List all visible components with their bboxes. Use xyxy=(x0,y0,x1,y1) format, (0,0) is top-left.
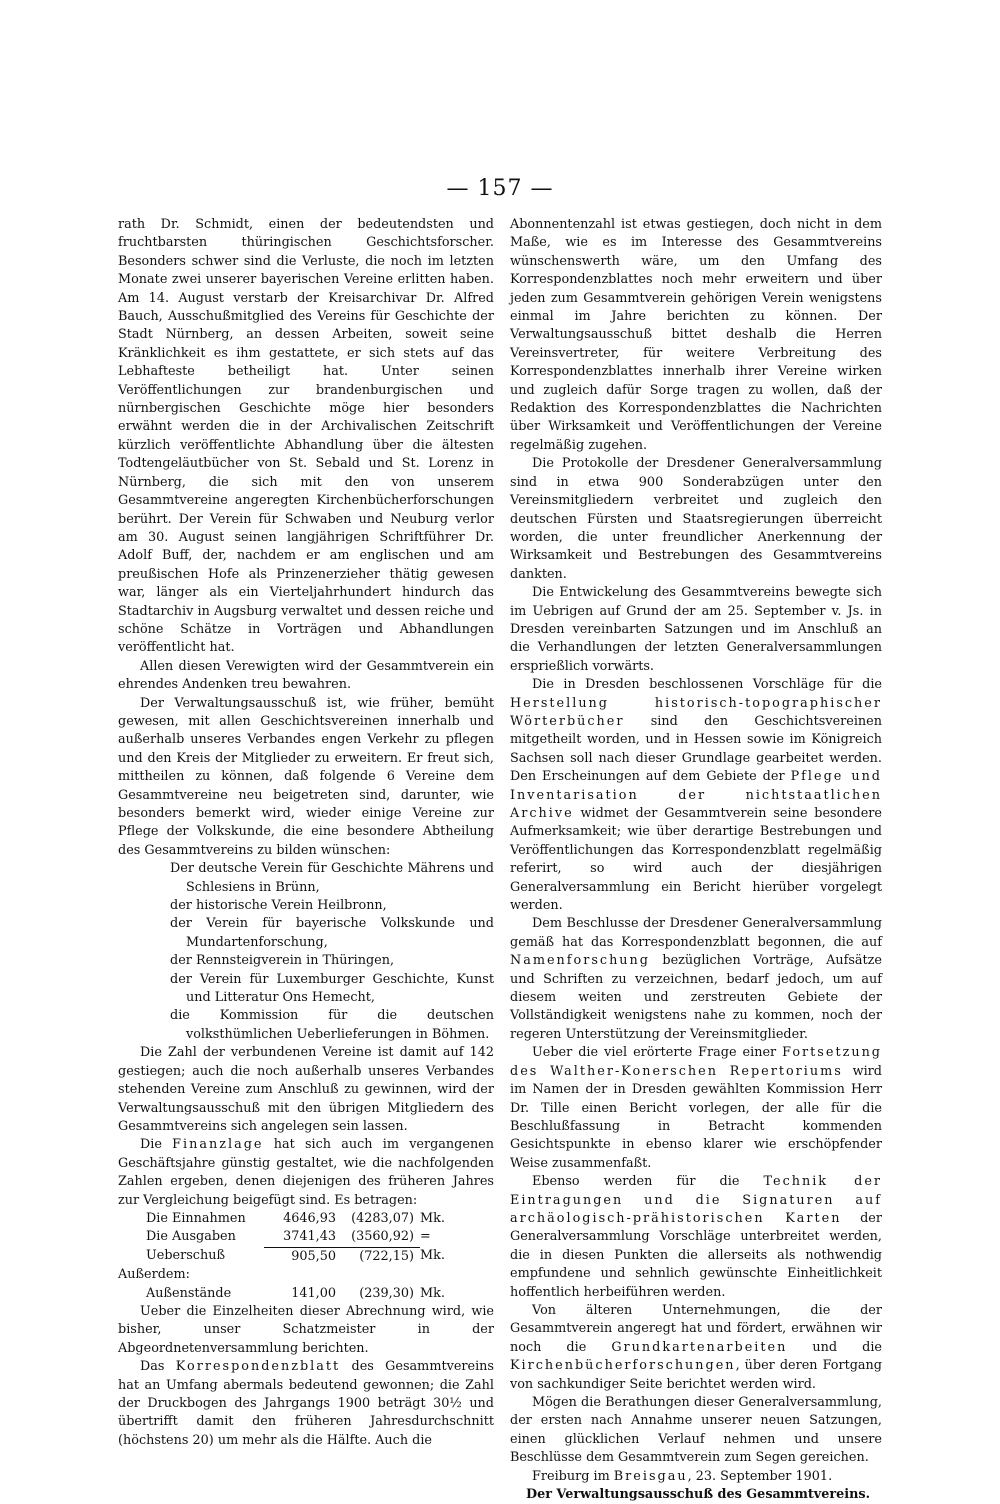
right-column xyxy=(510,216,882,1504)
list-item-text: der Verein für Luxemburger Geschichte, Kunst und Litteratur Ons Hemecht, xyxy=(170,971,494,1006)
table-row xyxy=(118,1266,454,1284)
new-members-list xyxy=(118,860,494,1044)
emphasis-text: Finanzlage xyxy=(172,1137,264,1153)
list-item-text: der Verein für bayerische Volkskunde und Mundartenforschung, xyxy=(170,916,494,950)
finance-value: 4646,93 xyxy=(283,1210,336,1226)
finance-label: Außenstände xyxy=(146,1285,232,1301)
paragraph: Die Zahl der verbundenen Vereine ist damit auf 142 gestiegen; auch die noch außerhalb unseres Verbandes stehenden Vereine zum Anschluß zu gewinnen, wird der Verwaltungsausschuß mit den übrigen Mitgliedern des Gesammtvereins sich angelegen sein lassen. xyxy=(118,1045,494,1134)
text-run: Die in Dresden beschlossenen Vorschläge für die xyxy=(532,677,882,693)
text-run: widmet der Gesammtverein seine besondere Aufmerksamkeit; wie über derartige Bestrebungen und Veröffentlichungen das Korrespondenzblatt regelmäßig referirt, so wird auch der diesjährigen Generalversammlung ein Bericht hierüber vorgelegt werden. xyxy=(510,806,882,914)
place-date xyxy=(510,1468,882,1486)
list-item xyxy=(170,897,494,915)
finance-prev-value: (722,15) xyxy=(359,1248,414,1264)
emphasis-text: Namenforschung xyxy=(510,953,650,969)
finance-label: Außerdem: xyxy=(118,1267,190,1283)
finance-unit: = xyxy=(420,1229,431,1245)
paragraph: Abonnentenzahl ist etwas gestiegen, doch nicht in dem Maße, wie es im Interesse des Gesammtvereins wünschenswerth wäre, um den Umfang des Korrespondenzblattes noch mehr erweitern und über jeden zum Gesammtverein gehörigen Verein wenigstens einmal im Jahre berichten zu können. Der Verwaltungsausschuß bittet deshalb die Herren Vereinsvertreter, für weitere Verbreitung des Korrespondenzblattes innerhalb ihrer Vereine wirken und zugleich dafür Sorge tragen zu wollen, daß der Redaktion des Korrespondenzblattes die Nachrichten über Wirksamkeit und Veröffentlichungen der Vereine regelmäßig zugehen. xyxy=(510,217,882,453)
text-run: Das xyxy=(140,1359,176,1375)
paragraph xyxy=(510,676,882,915)
text-run: Freiburg im xyxy=(532,1468,614,1484)
table-row xyxy=(118,1228,454,1247)
emphasis-text: Breisgau xyxy=(613,1468,688,1484)
paragraph: Mögen die Berathungen dieser Generalversammlung, der ersten nach Annahme unserer neuen Satzungen, einen glücklichen Verlauf nehmen und unsere Beschlüsse dem Gesammtverein zum Segen gereichen. xyxy=(510,1395,882,1466)
text-run: bezüglichen Vorträge, Aufsätze und Schriften zu verzeichnen, bedarf jedoch, um auf diesem weiten und zerstreuten Gebiete der Vollständigkeit wenigstens nahe zu kommen, noch der regeren Unterstützung der Vereinsmitglieder. xyxy=(510,953,882,1042)
signature: Der Verwaltungsausschuß des Gesammtvereins. xyxy=(526,1487,871,1503)
finance-unit: Mk. xyxy=(420,1248,445,1264)
paragraph: Der Verwaltungsausschuß ist, wie früher, bemüht gewesen, mit allen Geschichtsvereinen innerhalb und außerhalb unseres Verbandes engen Verkehr zu pflegen und den Kreis der Mitglieder zu erweitern. Er freut sich, mittheilen zu können, daß folgende 6 Vereine dem Gesammtvereine neu beigetreten sind, darunter, wie besonders bemerkt wird, wieder einige Vereine zur Pflege der Volkskunde, die eine besondere Abtheilung des Gesammtvereins zu bilden wünschen: xyxy=(118,695,494,858)
text-run: , 23. September 1901. xyxy=(687,1468,833,1484)
emphasis-text: Grundkartenarbeiten xyxy=(611,1339,788,1355)
paragraph xyxy=(510,1044,882,1173)
table-row xyxy=(118,1210,454,1228)
list-item-text: die Kommission für die deutschen volksthümlichen Ueberlieferungen in Böhmen. xyxy=(170,1008,494,1042)
list-item xyxy=(170,971,494,1008)
list-item xyxy=(170,915,494,952)
list-item xyxy=(170,860,494,897)
emphasis-text: Pflege und Inventarisation der nichtstaatlichen Archive xyxy=(510,769,882,821)
table-row xyxy=(118,1247,454,1266)
text-run: Die xyxy=(140,1137,173,1153)
finance-value: 905,50 xyxy=(291,1248,336,1264)
table-row xyxy=(118,1285,454,1303)
text-run: wird im Namen der in Dresden gewählten Kommission Herr Dr. Tille einen Bericht vorlegen, der alle für die Beschlußfassung in Betracht kommenden Gesichtspunkte in ebenso klarer wie erschöpfender Weise zusammenfaßt. xyxy=(510,1063,882,1171)
paragraph xyxy=(118,1358,494,1450)
emphasis-text: Technik der Eintragungen und die Signaturen auf archäologisch-prähistorischen Karten xyxy=(510,1174,883,1226)
text-run: und die xyxy=(787,1339,882,1355)
text-run: Ueber die viel erörterte Frage einer xyxy=(532,1045,783,1061)
list-item xyxy=(170,952,494,970)
emphasis-text: Korrespondenzblatt xyxy=(175,1359,341,1375)
paragraph: rath Dr. Schmidt, einen der bedeutendsten und fruchtbarsten thüringischen Geschichtsforscher. Besonders schwer sind die Verluste, die noch im letzten Monate zwei unserer bayerischen Vereine erlitten haben. Am 14. August verstarb der Kreisarchivar Dr. Alfred Bauch, Ausschußmitglied des Vereins für Geschichte der Stadt Nürnberg, an dessen Arbeiten, soweit seine Kränklichkeit es ihm gestattete, er sich stets auf das Lebhafteste betheiligt hat. Unter seinen Veröffentlichungen zur brandenburgischen und nürnbergischen Geschichte möge hier besonders erwähnt werden die in der Archivalischen Zeitschrift kürzlich veröffentlichte Abhandlung über die ältesten Todtengeläutbücher von St. Sebald und St. Lorenz in Nürnberg, die sich mit den von unserem Gesammtvereine angeregten Kirchenbücherforschungen berührt. Der Verein für Schwaben und Neuburg verlor am 30. August seinen langjährigen Schriftführer Dr. Adolf Buff, der, nachdem er am englischen und am preußischen Hofe als Prinzenerzieher thätig gewesen war, länger als ein Vierteljahrhundert hindurch das Stadtarchiv in Augsburg verwaltet und dessen reiche und schöne Schätze in Vorträgen und Abhandlungen veröffentlicht hat. xyxy=(118,217,494,656)
finance-table xyxy=(118,1210,454,1303)
emphasis-text: Kirchenbücherforschungen xyxy=(510,1358,736,1374)
text-run: Von älteren Unternehmungen, die der Gesammtverein angeregt hat und fördert, erwähnen wir noch die xyxy=(510,1302,882,1355)
emphasis-text: Herstellung historisch-topographischer Wörterbücher xyxy=(510,695,882,729)
text-run: Dem Beschlusse der Dresdener Generalversammlung gemäß hat das Korrespondenzblatt begonnen, die auf xyxy=(510,916,882,950)
paragraph: Ueber die Einzelheiten dieser Abrechnung wird, wie bisher, unser Schatzmeister in der Abgeordnetenversammlung berichten. xyxy=(118,1303,494,1356)
paragraph: Allen diesen Verewigten wird der Gesammtverein ein ehrendes Andenken treu bewahren. xyxy=(118,658,494,693)
finance-label: Die Ausgaben xyxy=(146,1229,236,1245)
paragraph xyxy=(510,915,882,1044)
page-number: — 157 — xyxy=(446,176,554,201)
finance-value: 141,00 xyxy=(291,1285,336,1301)
finance-prev-value: (239,30) xyxy=(359,1285,414,1301)
finance-label: Ueberschuß xyxy=(146,1248,226,1264)
list-item-text: Der deutsche Verein für Geschichte Mährens und Schlesiens in Brünn, xyxy=(170,861,494,895)
text-run: sind den Geschichtsvereinen mitgetheilt worden, und in Hessen sowie im Königreich Sachsen soll nach dieser Grundlage gearbeitet werden. Den Erscheinungen auf dem Gebiete der xyxy=(510,713,882,785)
text-run: hat sich auch im vergangenen Geschäftsjahre günstig gestaltet, wie die nachfolgenden Zahlen ergeben, denen diejenigen des früheren Jahres zur Vergleichung beigefügt sind. Es betragen: xyxy=(118,1137,494,1208)
text-run: des Gesammtvereins hat an Umfang abermals bedeutend gewonnen; die Zahl der Druckbogen des Jahrgangs 1900 beträgt 30½ und übertrifft damit den früheren Jahresdurchschnitt (höchstens 20) um mehr als die Hälfte. Auch die xyxy=(118,1359,494,1448)
emphasis-text: Fortsetzung des Walther-Konerschen Repertoriums xyxy=(510,1045,882,1079)
finance-prev-value: (3560,92) xyxy=(342,1228,420,1247)
finance-unit: Mk. xyxy=(420,1285,445,1301)
paragraph xyxy=(510,1173,882,1302)
paragraph xyxy=(510,1302,882,1394)
finance-value: 3741,43 xyxy=(264,1228,342,1247)
text-run: , über deren Fortgang von sachkundiger Seite berichtet werden wird. xyxy=(510,1358,882,1392)
paragraph: Die Entwickelung des Gesammtvereins bewegte sich im Uebrigen auf Grund der am 25. September v. Js. in Dresden vereinbarten Satzungen und im Anschluß an die Verhandlungen der letzten Generalversammlungen ersprießlich vorwärts. xyxy=(510,585,882,674)
paragraph xyxy=(118,1136,494,1210)
paragraph: Die Protokolle der Dresdener Generalversammlung sind in etwa 900 Sonderabzügen unter den Vereinsmitgliedern verbreitet und zugleich den deutschen Fürsten und Staatsregierungen überreicht worden, die unter freundlicher Anerkennung der Wirksamkeit und Bestrebungen des Gesammtvereins dankten. xyxy=(510,456,882,582)
list-item-text: der historische Verein Heilbronn, xyxy=(170,898,387,914)
left-column xyxy=(118,216,494,1450)
finance-label: Die Einnahmen xyxy=(146,1210,246,1226)
finance-unit: Mk. xyxy=(420,1210,445,1226)
list-item xyxy=(170,1007,494,1044)
list-item-text: der Rennsteigverein in Thüringen, xyxy=(170,953,395,969)
text-run: Ebenso werden für die xyxy=(532,1174,764,1190)
finance-prev-value: (4283,07) xyxy=(351,1210,414,1226)
text-run: der Generalversammlung Vorschläge unterbreitet werden, die in diesen Punkten die allerseits als nothwendig empfundene und sehnlich gewünschte Einheitlichkeit hoffentlich herbeiführen werden. xyxy=(510,1210,882,1300)
